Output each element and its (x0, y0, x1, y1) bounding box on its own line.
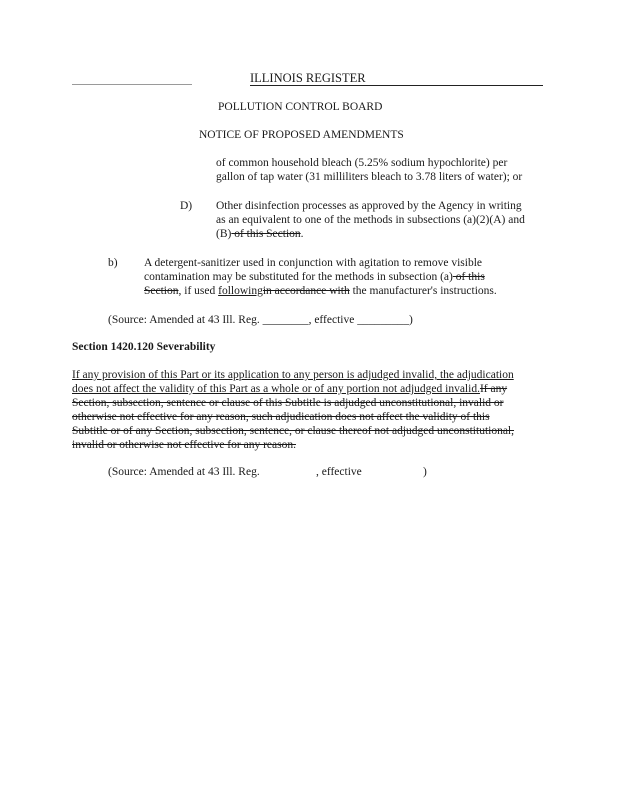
board-name: POLLUTION CONTROL BOARD (218, 101, 383, 113)
item-d-struck-text: of this Section (231, 228, 301, 240)
header-faint-rule (72, 84, 192, 85)
source-note-2b: , effective (316, 466, 362, 478)
severability-line-1: If any provision of this Part or its application to any person is adjudged invalid, the adjudication (72, 369, 514, 381)
severability-line-4: otherwise not effective for any reason, such adjudication does not affect the validity of this (72, 411, 490, 423)
item-b-struck-text-3: in accordance with (262, 285, 350, 297)
header-rule (250, 85, 543, 86)
item-d-line-3 (216, 228, 304, 241)
severability-line-2 (72, 383, 507, 396)
item-b-line-3 (144, 285, 497, 298)
item-d-line-2: as an equivalent to one of the methods in subsections (a)(2)(A) and (216, 214, 525, 226)
item-b-inserted-text: following (218, 285, 263, 297)
item-b-line-3b: , if used (178, 285, 219, 297)
notice-title: NOTICE OF PROPOSED AMENDMENTS (199, 129, 404, 141)
source-note-2a: (Source: Amended at 43 Ill. Reg. (108, 466, 260, 478)
item-b-line-1: A detergent-sanitizer used in conjunction with agitation to remove visible (144, 257, 482, 269)
item-b-line-3e: the manufacturer's instructions. (349, 285, 497, 297)
item-d-label: D) (180, 200, 193, 212)
severability-line-6: invalid or otherwise not effective for any reason. (72, 439, 296, 451)
item-b-struck-text-2: Section (144, 285, 179, 297)
severability-inserted-text: does not affect the validity of this Part as a whole or of any portion not adjudged invalid. (72, 383, 480, 395)
item-d-line-3c: . (300, 228, 304, 240)
register-title: ILLINOIS REGISTER (250, 71, 366, 85)
item-b-line-2 (144, 271, 485, 284)
severability-struck-text: If any (479, 383, 508, 395)
item-d-line-1: Other disinfection processes as approved by the Agency in writing (216, 200, 522, 212)
item-b-line-2a: contamination may be substituted for the methods in subsection (a) (144, 271, 453, 283)
source-note-2c: ) (423, 466, 427, 478)
severability-line-5: Subtitle or of any Section, subsection, sentence, or clause thereof not adjudged unconstitutional, (72, 425, 515, 437)
continued-line-1: of common household bleach (5.25% sodium hypochlorite) per (216, 157, 508, 169)
severability-line-3: Section, subsection, sentence or clause of this Subtitle is adjudged unconstitutional, invalid or (72, 397, 504, 409)
section-heading: Section 1420.120 Severability (72, 341, 216, 353)
item-d-line-3a: (B) (216, 228, 232, 240)
item-b-label: b) (108, 257, 118, 269)
item-b-struck-text-1: of this (452, 271, 485, 283)
continued-line-2: gallon of tap water (31 milliliters bleach to 3.78 liters of water); or (216, 171, 523, 183)
source-note-1: (Source: Amended at 43 Ill. Reg. ________, effective _________) (108, 314, 413, 326)
